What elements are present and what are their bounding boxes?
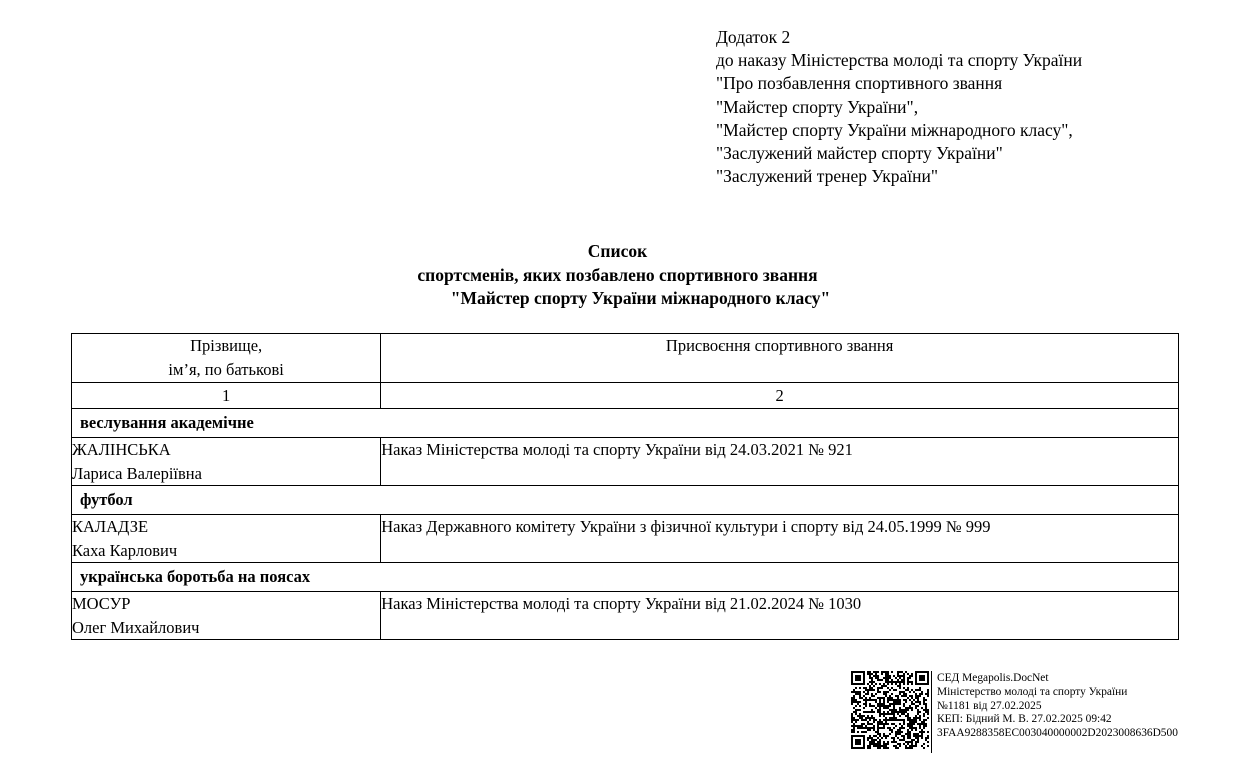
- athlete-name-cell: [72, 515, 381, 563]
- column-header-name-line2: ім’я, по батькові: [168, 360, 284, 379]
- award-order-cell: Наказ Державного комітету України з фізичної культури і спорту від 24.05.1999 № 999: [381, 515, 1179, 563]
- table-body: [72, 334, 1179, 640]
- table-row: [72, 515, 1179, 563]
- athletes-table: [71, 333, 1179, 640]
- column-number-2: 2: [381, 383, 1179, 409]
- sport-category-row: [72, 563, 1179, 592]
- athlete-surname: МОСУР: [72, 594, 131, 613]
- header-line-1: Додаток 2: [716, 27, 791, 47]
- sport-category-label: футбол: [72, 486, 1179, 515]
- signature-document-number: №1181 від 27.02.2025: [937, 699, 1042, 712]
- header-line-5: "Майстер спорту України міжнародного класу",: [716, 119, 1073, 140]
- qr-code-icon: [851, 671, 929, 749]
- signature-text-block: [932, 671, 1191, 741]
- sport-category-label: українська боротьба на поясах: [72, 563, 1179, 592]
- signature-system: СЕД Megapolis.DocNet: [937, 672, 1049, 684]
- athlete-name-cell: [72, 592, 381, 640]
- sport-category-row: [72, 486, 1179, 515]
- signature-signer: КЕП: Бідний М. В. 27.02.2025 09:42: [937, 713, 1112, 726]
- table-header-row: [72, 334, 1179, 383]
- award-order-cell: Наказ Міністерства молоді та спорту України від 21.02.2024 № 1030: [381, 592, 1179, 640]
- column-number-1: 1: [72, 383, 381, 409]
- table-row: [72, 438, 1179, 486]
- sport-category-label: веслування академічне: [72, 409, 1179, 438]
- appendix-reference-header: [716, 26, 1186, 188]
- award-order-cell: Наказ Міністерства молоді та спорту України від 24.03.2021 № 921: [381, 438, 1179, 486]
- column-header-name-line1: Прізвище,: [190, 336, 263, 355]
- title-line-3: "Майстер спорту України міжнародного класу": [450, 288, 831, 308]
- athlete-given-name: Каха Карлович: [72, 540, 178, 560]
- header-line-4: "Майстер спорту України",: [716, 96, 919, 117]
- header-line-6: "Заслужений майстер спорту України": [716, 143, 1003, 164]
- athlete-surname: ЖАЛІНСЬКА: [72, 440, 171, 459]
- signature-organization: Міністерство молоді та спорту України: [937, 685, 1128, 698]
- header-line-2: до наказу Міністерства молоді та спорту України: [716, 50, 1083, 71]
- digital-signature-stamp: [851, 671, 1191, 753]
- column-header-order: Присвоєння спортивного звання: [381, 334, 1179, 383]
- document-title: [0, 240, 1235, 311]
- athlete-given-name: Лариса Валеріївна: [72, 463, 202, 483]
- athlete-given-name: Олег Михайлович: [72, 617, 200, 637]
- header-line-7: "Заслужений тренер України": [716, 166, 939, 187]
- column-number-row: [72, 383, 1179, 409]
- column-header-name: [72, 334, 381, 383]
- header-line-3: "Про позбавлення спортивного звання: [716, 73, 1003, 94]
- title-line-1: Список: [587, 241, 648, 261]
- table-row: [72, 592, 1179, 640]
- athlete-surname: КАЛАДЗЕ: [72, 517, 149, 536]
- athlete-name-cell: [72, 438, 381, 486]
- title-line-2: спортсменів, яких позбавлено спортивного звання: [417, 264, 818, 285]
- sport-category-row: [72, 409, 1179, 438]
- signature-certificate-serial: 3FAA9288358EC003040000002D2023008636D500: [937, 727, 1178, 740]
